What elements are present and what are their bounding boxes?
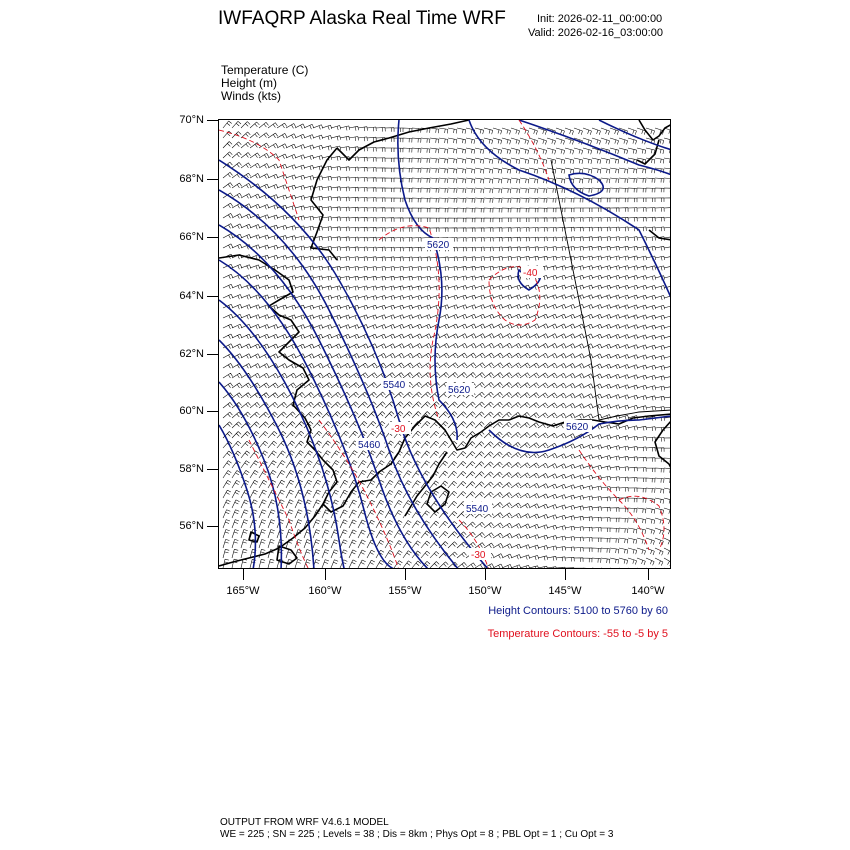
- height-label: 5620: [566, 422, 589, 433]
- lat-tick: [207, 237, 218, 238]
- lat-label-58: 58°N: [179, 463, 204, 475]
- height-contour-legend: Height Contours: 5100 to 5760 by 60: [488, 605, 668, 617]
- lat-tick: [207, 354, 218, 355]
- map-canvas: [219, 120, 671, 569]
- height-label: 5460: [358, 440, 381, 451]
- field-temperature: Temperature (C): [221, 63, 309, 77]
- lat-label-68: 68°N: [179, 173, 204, 185]
- lon-label-150: 150°W: [468, 585, 502, 597]
- lon-label-165: 165°W: [226, 585, 260, 597]
- lon-label-140: 140°W: [631, 585, 665, 597]
- lon-tick: [243, 569, 244, 580]
- lat-label-70: 70°N: [179, 114, 204, 126]
- lat-tick: [207, 411, 218, 412]
- temperature-label: -30: [471, 550, 486, 561]
- map-panel: [218, 119, 671, 569]
- field-winds: Winds (kts): [221, 89, 281, 103]
- lat-tick: [207, 526, 218, 527]
- model-version: OUTPUT FROM WRF V4.6.1 MODEL: [220, 817, 389, 828]
- temperature-label: -30: [391, 424, 406, 435]
- lat-label-60: 60°N: [179, 405, 204, 417]
- model-settings: WE = 225 ; SN = 225 ; Levels = 38 ; Dis = 8km ; Phys Opt = 8 ; PBL Opt = 1 ; Cu Opt = 3: [220, 829, 614, 840]
- lon-label-155: 155°W: [388, 585, 422, 597]
- lat-tick: [207, 296, 218, 297]
- field-height: Height (m): [221, 76, 278, 90]
- lon-tick: [325, 569, 326, 580]
- lon-tick: [405, 569, 406, 580]
- lat-tick: [207, 179, 218, 180]
- lat-label-56: 56°N: [179, 520, 204, 532]
- lon-tick: [565, 569, 566, 580]
- lon-label-160: 160°W: [308, 585, 342, 597]
- init-time: Init: 2026-02-11_00:00:00: [537, 13, 663, 25]
- lat-tick: [207, 120, 218, 121]
- temperature-label: -40: [523, 268, 538, 279]
- lat-label-64: 64°N: [179, 290, 204, 302]
- temperature-contour-legend: Temperature Contours: -55 to -5 by 5: [487, 628, 668, 640]
- height-label: 5540: [383, 380, 406, 391]
- lon-tick: [648, 569, 649, 580]
- chart-title: IWFAQRP Alaska Real Time WRF: [218, 8, 506, 29]
- lon-label-145: 145°W: [548, 585, 582, 597]
- height-label: 5540: [466, 504, 489, 515]
- lat-label-66: 66°N: [179, 231, 204, 243]
- lon-tick: [485, 569, 486, 580]
- lat-tick: [207, 469, 218, 470]
- height-label: 5620: [427, 240, 450, 251]
- valid-time: Valid: 2026-02-16_03:00:00: [528, 27, 663, 39]
- lat-label-62: 62°N: [179, 348, 204, 360]
- height-label: 5620: [448, 385, 471, 396]
